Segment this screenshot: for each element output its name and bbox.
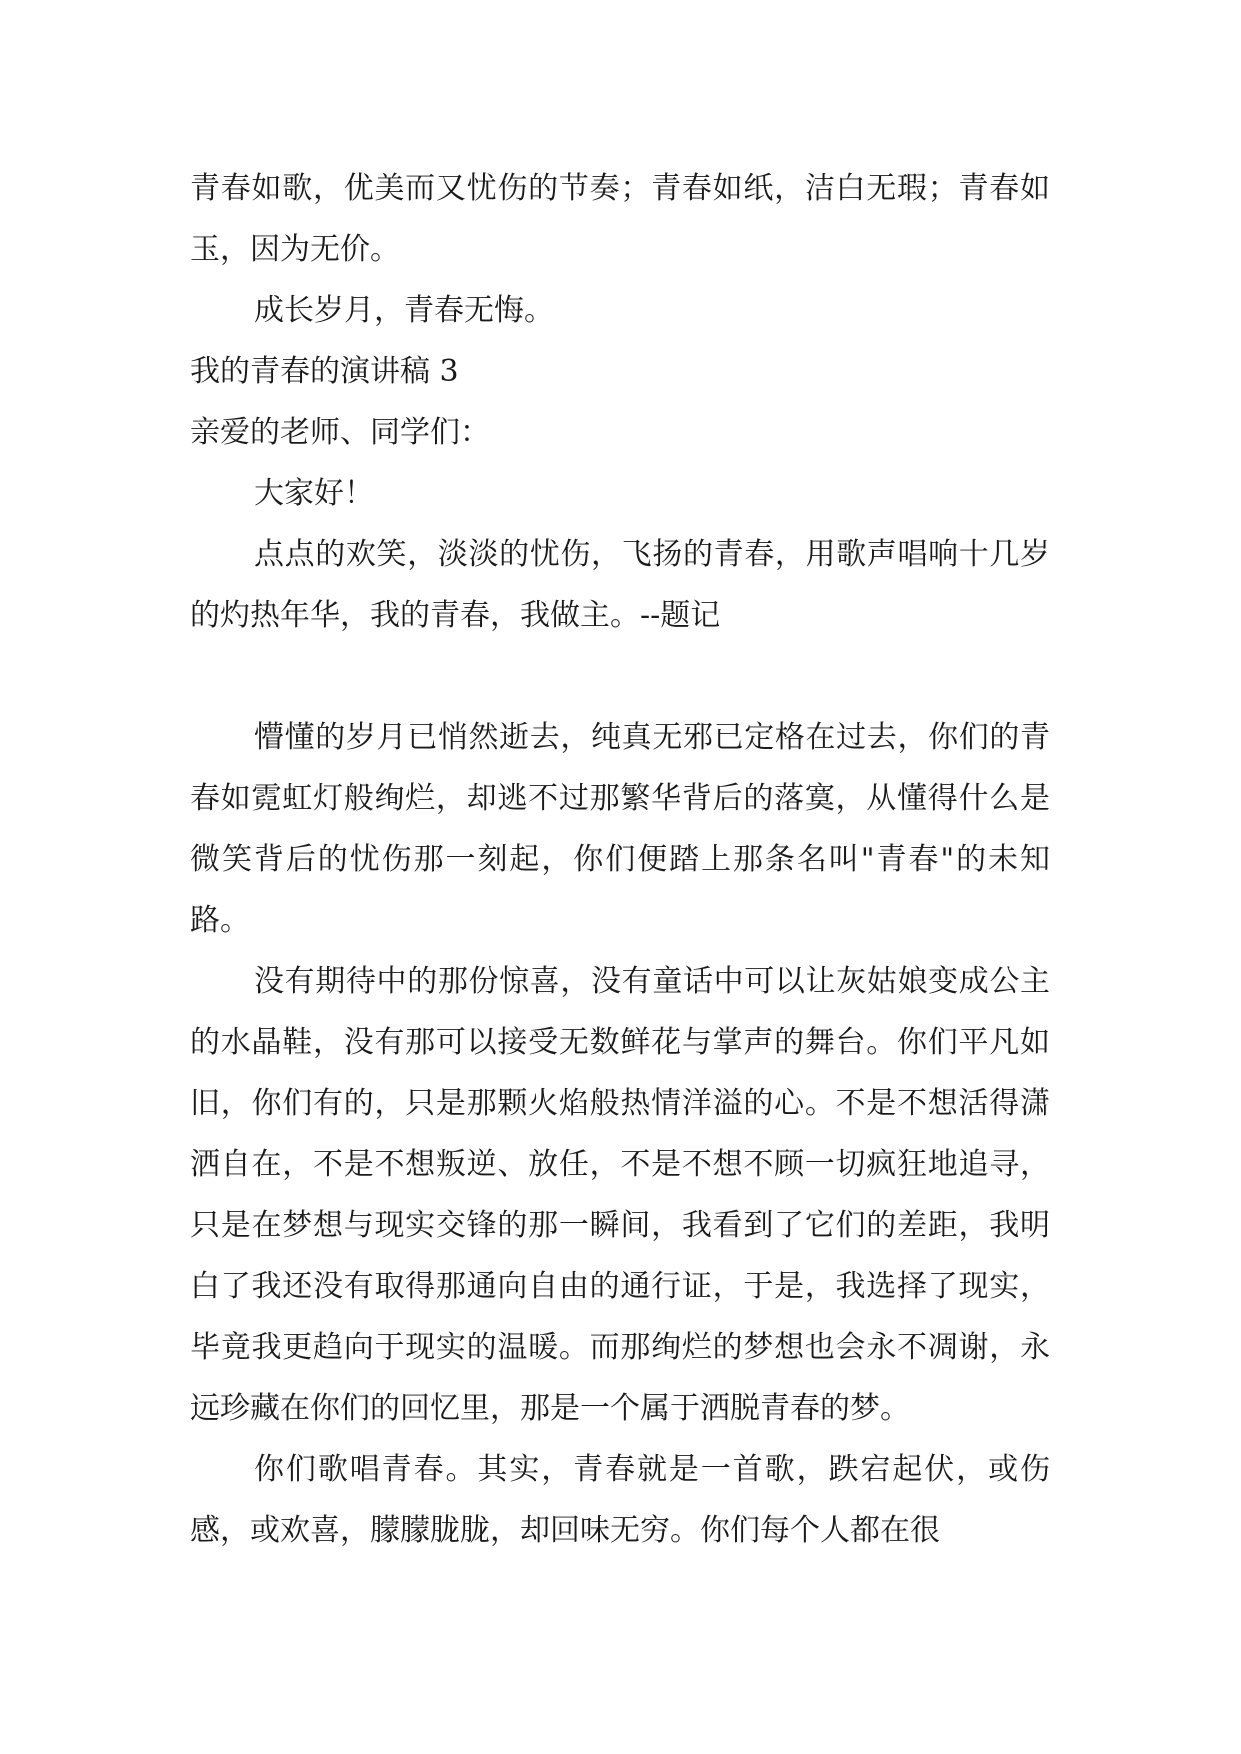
section-title: 我的青春的演讲稿 3 [190, 354, 459, 389]
paragraph-closing: 成长岁月，青春无悔。 [254, 293, 554, 328]
blank-line [190, 646, 1050, 707]
paragraph-continued: 青春如歌，优美而又忧伤的节奏；青春如纸，洁白无瑕；青春如玉，因为无价。 [190, 171, 1050, 267]
greeting: 大家好！ [254, 476, 374, 511]
paragraph-body: 没有期待中的那份惊喜，没有童话中可以让灰姑娘变成公主的水晶鞋，没有那可以接受无数鲜花与掌声的舞台。你们平凡如旧，你们有的，只是那颗火焰般热情洋溢的心。不是不想活得潇洒自在，不是不想叛逆、放任，不是不想不顾一切疯狂地追寻，只是在梦想与现实交锋的那一瞬间，我看到了它们的差距，我明白了我还没有取得那通向自由的通行证，于是，我选择了现实，毕竟我更趋向于现实的温暖。而那绚烂的梦想也会永不凋谢，永远珍藏在你们的回忆里，那是一个属于洒脱青春的梦。 [190, 964, 1050, 1426]
epigraph: 点点的欢笑，淡淡的忧伤，飞扬的青春，用歌声唱响十几岁的灼热年华，我的青春，我做主。--题记 [190, 537, 1050, 633]
paragraph-body: 懵懂的岁月已悄然逝去，纯真无邪已定格在过去，你们的青春如霓虹灯般绚烂，却逃不过那繁华背后的落寞，从懂得什么是微笑背后的忧伤那一刻起，你们便踏上那条名叫"青春"的未知路。 [190, 720, 1050, 938]
paragraph-body: 你们歌唱青春。其实，青春就是一首歌，跌宕起伏，或伤感，或欢喜，朦朦胧胧，却回味无穷。你们每个人都在很 [190, 1452, 1050, 1548]
salutation: 亲爱的老师、同学们： [190, 415, 490, 450]
document-body [190, 158, 1050, 1561]
